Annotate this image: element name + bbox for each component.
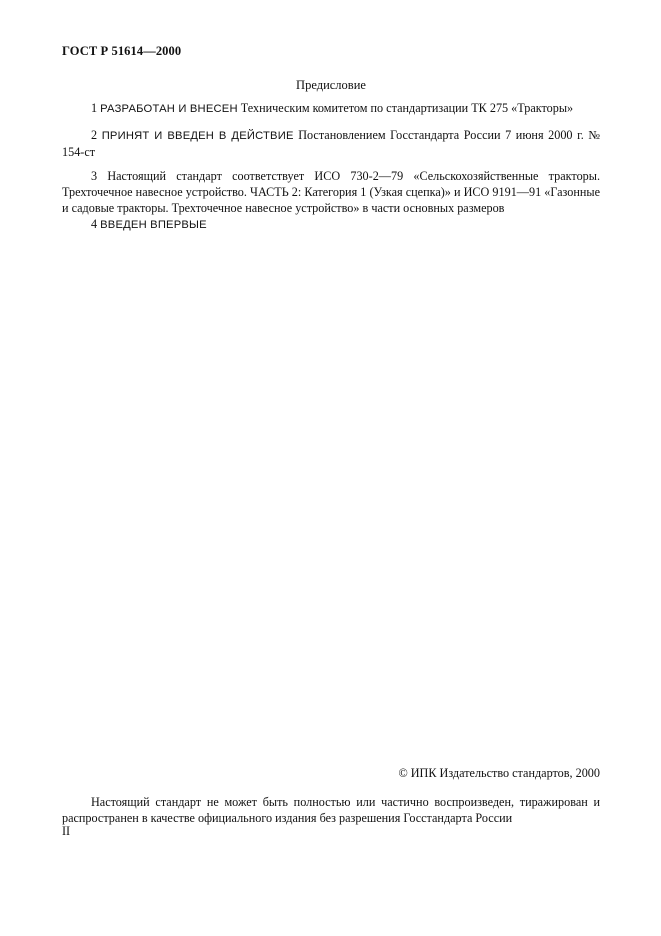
item-number: 2: [91, 128, 98, 142]
preface-item-3: [62, 168, 600, 216]
preface-item-2: [62, 127, 600, 160]
item-caps-heading: ПРИНЯТ И ВВЕДЕН В ДЕЙСТВИЕ: [101, 130, 294, 142]
item-text: Настоящий стандарт соответствует ИСО 730-2—79 «Сельскохозяйственные тракторы. Трехточечное навесное устройство. ЧАСТЬ 2: Категория 1 (Узкая сцепка)» и ИСО 9191—91 «Газонные и садовые тракторы. Трехточечное навесное устройство» в части основных размеров: [62, 169, 600, 215]
item-caps-heading: РАЗРАБОТАН И ВНЕСЕН: [100, 103, 238, 115]
preface-item-1: [62, 100, 600, 117]
item-text: Техническим комитетом по стандартизации ТК 275 «Тракторы»: [240, 101, 574, 115]
preface-title: Предисловие: [296, 78, 366, 92]
item-number: 1: [91, 101, 98, 115]
item-number: 3: [91, 169, 98, 183]
item-caps-heading: ВВЕДЕН ВПЕРВЫЕ: [100, 219, 207, 231]
item-text: Постановлением Госстандарта России 7 июня 2000 г. № 154-ст: [62, 128, 600, 159]
item-number: 4: [91, 217, 98, 231]
page-number: II: [62, 824, 71, 838]
copyright-line: © ИПК Издательство стандартов, 2000: [398, 766, 600, 780]
reproduction-notice: Настоящий стандарт не может быть полностью или частично воспроизведен, тиражирован и распространен в качестве официального издания без разрешения Госстандарта России: [62, 795, 600, 825]
document-id: ГОСТ Р 51614—2000: [62, 44, 182, 58]
preface-item-4: [62, 216, 600, 233]
